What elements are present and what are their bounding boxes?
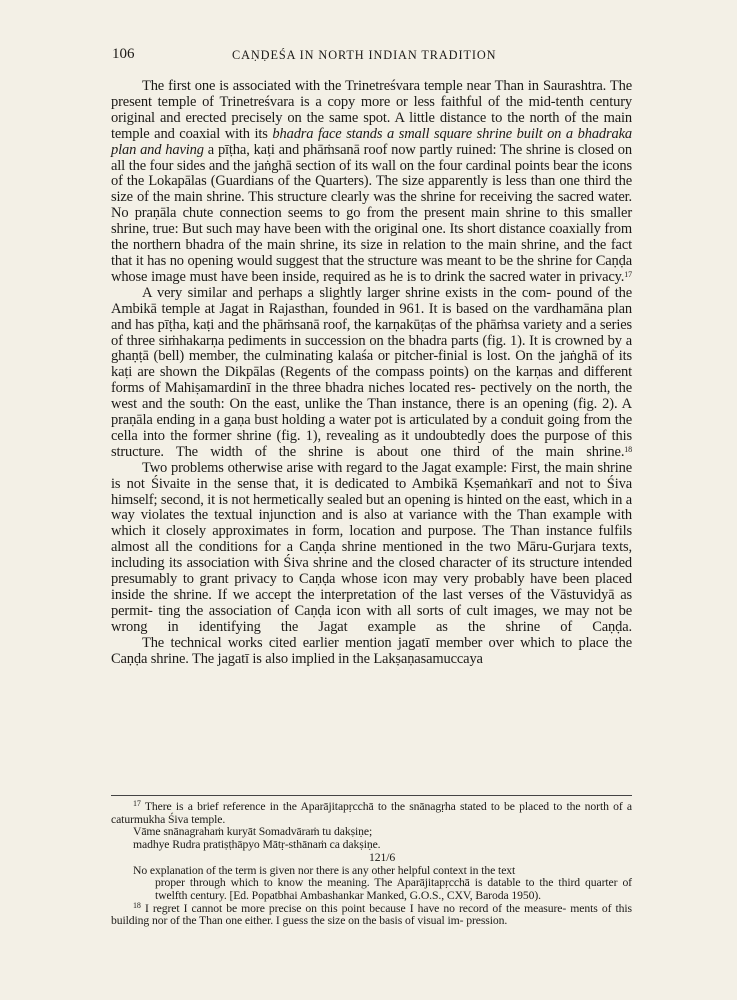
footnote-rule	[111, 795, 632, 796]
text-line: shown the Dikpālas (Regents of the compass points) on the karṇas and	[159, 364, 579, 381]
text-line: closed character of its structure intended presumably to grant privacy to	[111, 555, 632, 588]
text-line: bhadra face stands a small square shrine built on a bhadraka plan and having	[111, 125, 632, 158]
text-line: shrine (fig. 1), revealing as it undoubtedly does the purpose of this structure.	[111, 427, 633, 460]
footnote-number: 18	[133, 900, 141, 910]
footnote-line: I regret I cannot be more precise on this point because I have no record of the measure-	[144, 901, 567, 915]
sanskrit-verse-line: madhye Rudra pratiṣṭhāpyo Mātṛ-sthānaṁ ca dakṣiṇe.	[133, 838, 381, 852]
footnote-line: third quarter of twelfth century. [Ed. Popatbhai Ambashankar Manked, G.O.S.,	[155, 876, 632, 902]
footnote-18	[111, 900, 632, 928]
text-line: a pīṭha, kaṭi and phāṁsanā roof now partly ruined: The shrine is closed on	[207, 141, 632, 158]
text-line: succession on the bhadra parts (fig. 1). It is crowned by a ghaṇṭā (bell) member,	[111, 332, 632, 365]
main-text	[111, 79, 632, 668]
text-line: based on the vardhamāna plan and has pīṭha, kaṭi and the phāṁsanā roof, the	[111, 300, 633, 333]
footnote-line: ments of this building nor of the Than one either. I guess the size on the basis of visual im-	[111, 901, 632, 928]
footnote-17	[111, 801, 632, 826]
footnote-number: 17	[133, 799, 141, 808]
text-line: The first one is associated with the Trinetreśvara temple near Than in	[142, 78, 539, 94]
footnote-marker[interactable]: 18	[624, 444, 632, 454]
paragraph	[111, 636, 632, 668]
paragraph	[111, 286, 632, 461]
text-line: pound of the Ambikā temple at Jagat in Rajasthan, founded in 961. It is	[111, 284, 632, 317]
text-line: spot. A little distance to the north of the main temple and coaxial with its	[111, 109, 632, 142]
footnote-marker[interactable]: 17	[624, 269, 632, 279]
text-line: apparently is less than one third the size of the main shrine. This structure	[111, 173, 632, 206]
text-line: clearly was the shrine for receiving the sacred water. No praṇāla chute	[111, 189, 632, 222]
footnote-line: pression.	[466, 914, 508, 928]
footnotes	[111, 801, 632, 928]
text-line: The technical works cited earlier mention jagatī member over which to	[142, 634, 573, 651]
text-line: true: But such may have been with the original one. Its short distance	[152, 221, 546, 238]
text-line: pectively on the north, the west and the south: On the east, unlike the Than	[111, 380, 632, 413]
text-line: A very similar and perhaps a slightly larger shrine exists in the com-	[142, 284, 552, 301]
verse-reference: 121/6	[369, 850, 396, 864]
footnote-line: No explanation of the term is given nor there is any other helpful context in the text	[133, 863, 516, 877]
text-line: Caṇḍa whose icon may very probably have been placed inside the shrine.	[111, 571, 633, 603]
text-line: the main shrine is not Śivaite in the sense that, it is dedicated to Ambikā	[111, 459, 632, 492]
text-line: faithful of the mid-tenth century original and erected precisely on the same	[111, 93, 632, 126]
text-line: but an opening is hinted on the east, which in a way violates the textual	[111, 491, 632, 524]
text-line: coaxially from the northern bhadra of the main shrine, its size in relation to	[111, 221, 632, 254]
text-line: If we accept the interpretation of the last verses of the Vāstuvidyā as permit-	[111, 587, 632, 619]
page-header	[112, 46, 632, 68]
text-line: instance, there is an opening (fig. 2). A praṇāla ending in a gaṇa bust holding	[111, 396, 632, 429]
text-line: Kṣemaṅkarī and not to Śiva himself; second, it is not hermetically sealed	[111, 475, 632, 508]
text-line: the culminating kalaśa or pitcher-finial is lost. On the jaṅghā of its kaṭi are	[111, 348, 633, 381]
running-title: CAṆḌEŚA IN NORTH INDIAN TRADITION	[232, 48, 497, 62]
text-line: injunction and is also at variance with the Than example with which it	[111, 507, 632, 540]
text-line: fulfils almost all the conditions for a Caṇḍa shrine mentioned in the two	[111, 523, 632, 556]
text-line: bear the icons of the Lokapālas (Guardians of the Quarters). The size	[111, 157, 632, 190]
sanskrit-verse-line: Vāme snānagrahaṁ kuryāt Somadvāraṁ tu dakṣiṇe;	[133, 825, 373, 839]
paragraph	[111, 461, 632, 636]
text-line: Māru-Gurjara texts, including its association with Śiva shrine and the	[111, 539, 632, 572]
text-line: closely approximates in form, location and purpose. The Than instance	[165, 523, 593, 540]
text-line: connection seems to go from the present main shrine to this smaller shrine,	[111, 205, 633, 238]
page-number: 106	[112, 46, 135, 62]
text-line: Saurashtra. The present temple of Trinetreśvara is a copy more or less	[111, 78, 632, 110]
footnote-line: There is a brief reference in the Aparājitapṛcchā to the snānagṛha stated to be placed	[144, 800, 550, 813]
text-line: be wrong in identifying the Jagat example as the shrine of Caṇḍa.	[111, 602, 632, 635]
text-line: different forms of Mahiṣamardinī in the three bhadra niches located res-	[111, 364, 632, 397]
text-line: a water pot is articulated by a conduit going from the cella into the former	[111, 412, 632, 444]
text-line: ting the association of Caṇḍa icon with all sorts of cult images, we may not	[158, 602, 613, 619]
paragraph	[111, 79, 632, 286]
footnote-line: to the north of a caturmukha Śiva temple.	[111, 800, 632, 826]
text-line: The width of the shrine is about one third of the main shrine.	[175, 443, 625, 460]
text-line: structure was meant to be the shrine for Caṇḍa whose image must have	[111, 252, 633, 285]
text-line: been inside, required as he is to drink the sacred water in privacy.	[251, 268, 625, 285]
text-line: Two problems otherwise arise with regard to the Jagat example: First,	[142, 459, 541, 476]
footnote-paragraph	[155, 877, 632, 902]
footnote-line: proper through which to know the meaning. The Aparājitapṛcchā is datable to the	[155, 876, 554, 890]
footnote-line: CXV, Baroda 1950).	[446, 888, 541, 902]
text-line: place the Caṇḍa shrine. The jagatī is also implied in the Lakṣaṇasamuccaya	[111, 634, 632, 667]
text-line: all the four sides and the jaṅghā section of its wall on the four cardinal points	[111, 157, 550, 174]
text-line: karṇakūṭas of the phāṁsa variety and a series of three siṁhakarṇa pediments in	[111, 316, 632, 349]
text-line: the main shrine, and the fact that it has no opening would suggest that the	[111, 237, 632, 269]
